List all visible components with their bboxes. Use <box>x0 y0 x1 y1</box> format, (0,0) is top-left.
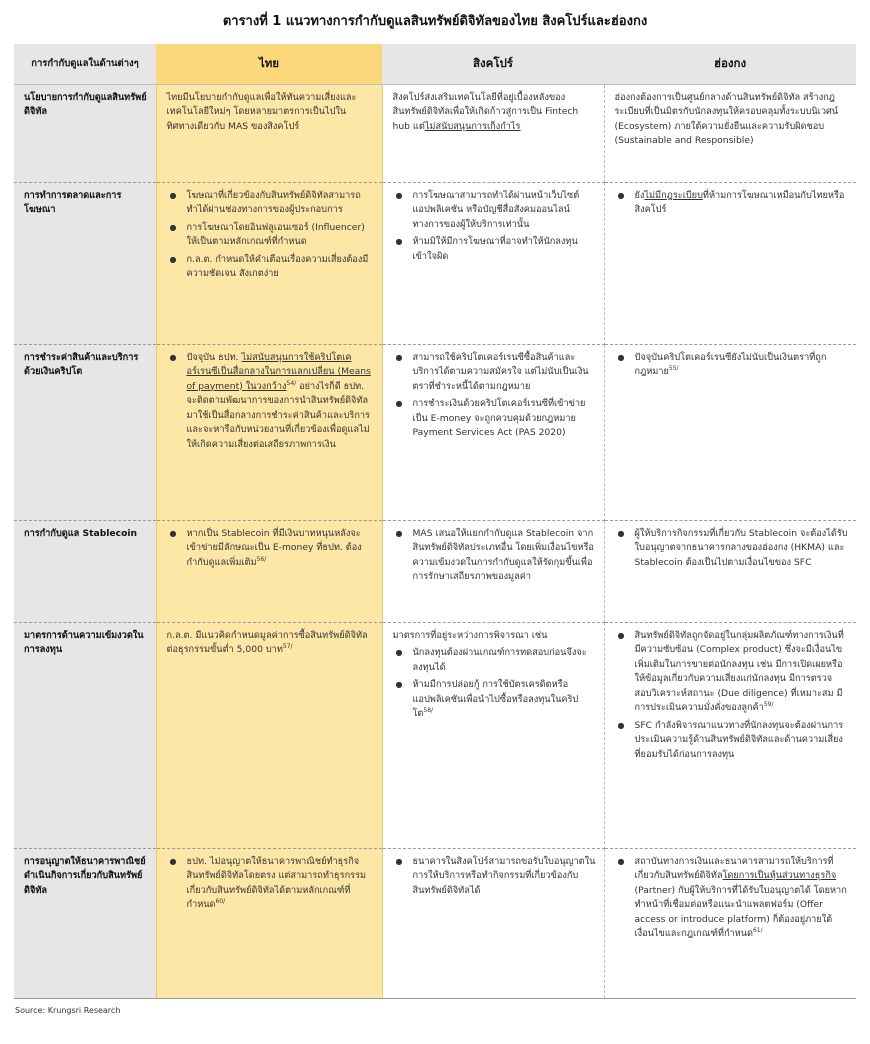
list-item: ● ธปท. ไม่อนุญาตให้ธนาคารพาณิชย์ทำธุรกิจสินทรัพย์ดิจิทัลโดยตรง แต่สามารถทำธุรกรรมเกี่ยวกับสินทรัพย์ดิจิทัลได้ตามหลักเกณฑ์ที่กำหนด$^{60/}$ <box>167 855 374 913</box>
row-label: การทำการตลาดและการโฆษณา <box>14 182 156 344</box>
list-item: ● นักลงทุนต้องผ่านเกณฑ์การทดสอบก่อนจึงจะลงทุนได้ <box>393 646 596 675</box>
list-item: ● หากเป็น Stablecoin ที่มีเงินบาทหนุนหลังจะเข้าข่ายมีลักษณะเป็น E-money ที่ธปท. ต้องกำกับดูแลเพิ่มเติม$^{56/}$ <box>167 527 374 571</box>
regulation-comparison-table <box>14 44 856 999</box>
row-label: นโยบายการกำกับดูแลสินทรัพย์ดิจิทัล <box>14 84 156 182</box>
list-item: ● ห้ามมิให้มีการโฆษณาที่อาจทำให้นักลงทุนเข้าใจผิด <box>393 235 596 264</box>
footnote-ref: 56/ <box>256 555 267 563</box>
footnote-ref: 57/ <box>282 642 293 650</box>
list-item: ● สินทรัพย์ดิจิทัลถูกจัดอยู่ในกลุ่มผลิตภัณฑ์ทางการเงินที่มีความซับซ้อน (Complex product) ซึ่งจะมีเงื่อนไขเพิ่มเติมในการขายต่อนักลงทุน เช่น มีการเปิดเผยหรือให้ข้อมูลเกี่ยวกับความเสี่ยงแก่นักลงทุน มีการตรวจสอบวิเคราะห์สถานะ (Due diligence) ที่เหมาะสม มีการประเมินความมั่งคั่งของลูกค้า$^{59/}$ <box>615 629 849 716</box>
footnote-ref: 60/ <box>215 897 226 905</box>
cell-hongkong: ฮ่องกงต้องการเป็นศูนย์กลางด้านสินทรัพย์ดิจิทัล สร้างกฎระเบียบที่เป็นมิตรกับนักลงทุนให้ครอบคลุมทั้งระบบนิเวศน์ (Ecosystem) ภายใต้ความยั่งยืนและความรับผิดชอบ (Sustainable and Responsible) <box>604 84 856 182</box>
cell-hongkong <box>604 520 856 622</box>
cell-thailand <box>156 520 382 622</box>
list-item: ● MAS เสนอให้แยกกำกับดูแล Stablecoin จากสินทรัพย์ดิจิทัลประเภทอื่น โดยเพิ่มเงื่อนไขหรือความเข้มงวดในการกำกับดูแลให้รัดกุมขึ้นเพื่อการรักษาเสถียรภาพของมูลค่า <box>393 527 596 585</box>
header-row <box>14 44 856 84</box>
list-item: ● การชำระเงินด้วยคริปโตเคอร์เรนซีที่เข้าข่ายเป็น E-money จะถูกควบคุมด้วยกฎหมาย Payment Services Act (PAS 2020) <box>393 397 596 441</box>
row-label: การอนุญาตให้ธนาคารพาณิชย์ดำเนินกิจการเกี่ยวกับสินทรัพย์ดิจิทัล <box>14 848 156 998</box>
list-item: ● ปัจจุบันคริปโตเคอร์เรนซียังไม่นับเป็นเงินตราที่ถูกกฎหมาย$^{55/}$ <box>615 351 849 380</box>
cell-singapore: สิงคโปร์ส่งเสริมเทคโนโลยีที่อยู่เบื้องหลังของสินทรัพย์ดิจิทัลเพื่อให้เกิดก้าวสู่การเป็น Fintech hub แต่ไม่สนับสนุนการเก็งกำไร <box>382 84 604 182</box>
row-label: การกำกับดูแล Stablecoin <box>14 520 156 622</box>
cell-singapore <box>382 520 604 622</box>
cell-thailand: ไทยมีนโยบายกำกับดูแลเพื่อให้ทันความเสี่ยงและเทคโนโลยีใหม่ๆ โดยหลายมาตรการเป็นไปในทิศทางเดียวกับ MAS ของสิงคโปร์ <box>156 84 382 182</box>
list-item: ● สามารถใช้คริปโตเคอร์เรนซีซื้อสินค้าและบริการได้ตามความสมัครใจ แต่ไม่นับเป็นเงินตราที่ชำระหนี้ได้ตามกฎหมาย <box>393 351 596 395</box>
header-thailand: ไทย <box>156 44 382 84</box>
list-item: ● การโฆษณาสามารถทำได้ผ่านหน้าเว็บไซต์ แอปพลิเคชัน หรือบัญชีสื่อสังคมออนไลน์ทางการของผู้ให้บริการเท่านั้น <box>393 189 596 233</box>
table-row <box>14 344 856 520</box>
cell-thailand <box>156 182 382 344</box>
header-aspect: การกำกับดูแลในด้านต่างๆ <box>14 44 156 84</box>
row-label: การชำระค่าสินค้าและบริการด้วยเงินคริปโต <box>14 344 156 520</box>
header-singapore: สิงคโปร์ <box>382 44 604 84</box>
list-item: ● ปัจจุบัน ธปท. ไม่สนับสนุนการใช้คริปโตเคอร์เรนซีเป็นสื่อกลางในการแลกเปลี่ยน (Means of payment) ในวงกว้าง$^{54/}$ อย่างไรก็ดี ธปท. จะติดตามพัฒนาการของการนำสินทรัพย์ดิจิทัลมาใช้เป็นสื่อกลางการชำระค่าสินค้าและบริการและจะหารือกับหน่วยงานที่เกี่ยวข้องเพื่อดูแลไม่ให้เกิดความเสี่ยงต่อเสถียรภาพการเงิน <box>167 351 374 453</box>
row-label: มาตรการด้านความเข้มงวดในการลงทุน <box>14 622 156 848</box>
cell-thailand <box>156 344 382 520</box>
list-item: ● โฆษณาที่เกี่ยวข้องกับสินทรัพย์ดิจิทัลสามารถทำได้ผ่านช่องทางการของผู้ประกอบการ <box>167 189 374 218</box>
cell-singapore <box>382 848 604 998</box>
cell-singapore <box>382 182 604 344</box>
cell-intro: มาตรการที่อยู่ระหว่างการพิจารณา เช่น <box>392 629 548 641</box>
source-note: Source: Krungsri Research <box>15 1006 121 1015</box>
table-title: ตารางที่ 1 แนวทางการกำกับดูแลสินทรัพย์ดิจิทัลของไทย สิงคโปร์และฮ่องกง <box>222 14 648 29</box>
table-row <box>14 84 856 182</box>
footnote-ref: 55/ <box>668 364 679 372</box>
cell-hongkong <box>604 344 856 520</box>
cell-thailand: ก.ล.ต. มีแนวคิดกำหนดมูลค่าการซื้อสินทรัพย์ดิจิทัลต่อธุรกรรมขั้นต่ำ 5,000 บาท$^{57/}$ <box>156 622 382 848</box>
list-item: ● ผู้ให้บริการกิจกรรมที่เกี่ยวกับ Stablecoin จะต้องได้รับใบอนุญาตจากธนาคารกลางของฮ่องกง (HKMA) และ Stablecoin ต้องเป็นไปตามเงื่อนไขของ SFC <box>615 527 849 571</box>
cell-singapore <box>382 622 604 848</box>
table-row <box>14 520 856 622</box>
cell-hongkong <box>604 622 856 848</box>
list-item: ● SFC กำลังพิจารณาแนวทางที่นักลงทุนจะต้องผ่านการประเมินความรู้ด้านสินทรัพย์ดิจิทัลและด้านความเสี่ยงที่ยอมรับได้ก่อนการลงทุน <box>615 719 849 763</box>
list-item: ● ธนาคารในสิงคโปร์สามารถขอรับใบอนุญาตในการให้บริการหรือทำกิจกรรมที่เกี่ยวข้องกับสินทรัพย์ดิจิทัลได้ <box>393 855 596 899</box>
list-item: ● ก.ล.ต. กำหนดให้คำเตือนเรื่องความเสี่ยงต้องมีความชัดเจน สังเกตง่าย <box>167 253 374 282</box>
footnote-ref: 54/ <box>286 379 297 387</box>
list-item: ● ห้ามมีการปล่อยกู้ การใช้บัตรเครดิตหรือแอปพลิเคชันเพื่อนำไปซื้อหรือลงทุนในคริปโต$^{58/}$ <box>393 678 596 722</box>
cell-thailand <box>156 848 382 998</box>
header-hongkong: ฮ่องกง <box>604 44 856 84</box>
footnote-ref: 58/ <box>423 706 434 714</box>
list-item: ● การโฆษณาโดยอินฟลูเอนเซอร์ (Influencer) ให้เป็นตามหลักเกณฑ์ที่กำหนด <box>167 221 374 250</box>
footnote-ref: 59/ <box>763 700 774 708</box>
cell-hongkong <box>604 848 856 998</box>
table-row <box>14 848 856 998</box>
cell-singapore <box>382 344 604 520</box>
cell-hongkong <box>604 182 856 344</box>
table-row <box>14 622 856 848</box>
footnote-ref: 61/ <box>752 926 763 934</box>
table-row <box>14 182 856 344</box>
list-item: ● สถาบันทางการเงินและธนาคารสามารถให้บริการที่เกี่ยวกับสินทรัพย์ดิจิทัลโดยการเป็นหุ้นส่วนทางธุรกิจ (Partner) กับผู้ให้บริการที่ได้รับใบอนุญาตได้ โดยหากทำหน้าที่เชื่อมต่อหรือแนะนำแพลตฟอร์ม (Offer access or introduce platform) ก็ต้องอยู่ภายใต้เงื่อนไขและกฎเกณฑ์ที่กำหนด$^{61/}$ <box>615 855 849 942</box>
list-item: ● ยังไม่มีกฎระเบียบที่ห้ามการโฆษณาเหมือนกับไทยหรือสิงคโปร์ <box>615 189 849 218</box>
